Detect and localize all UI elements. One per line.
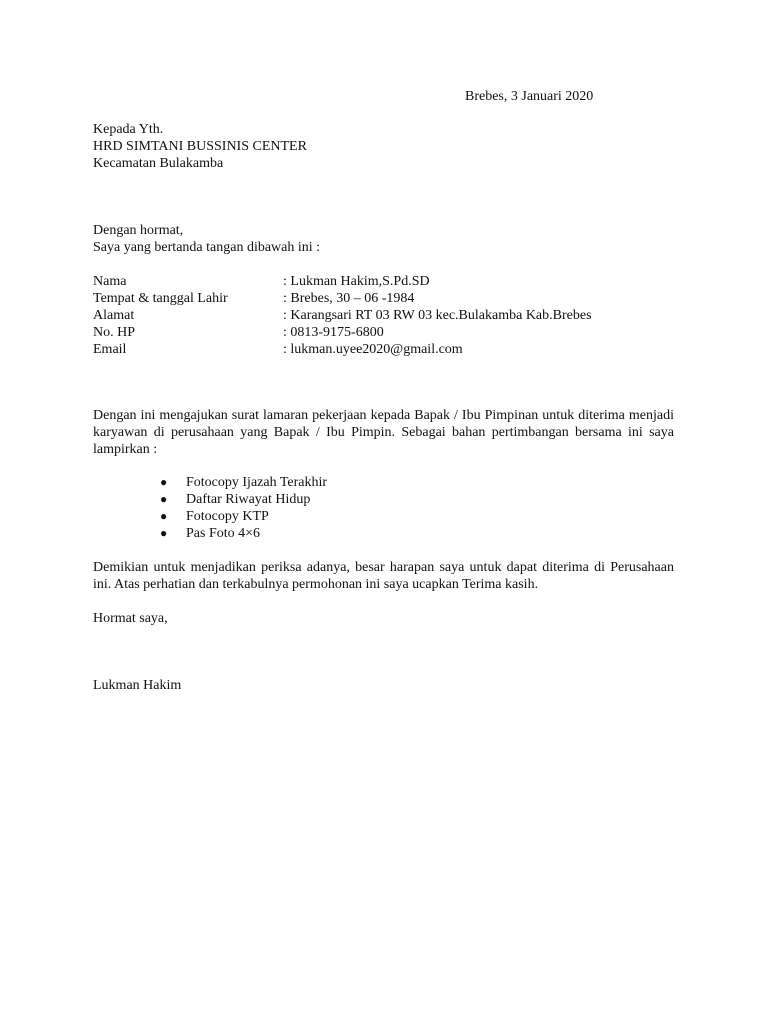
identity-label: Alamat (93, 308, 135, 323)
identity-value: : Karangsari RT 03 RW 03 kec.Bulakamba Kab.Brebes (283, 308, 592, 323)
identity-value: : lukman.uyee2020@gmail.com (283, 342, 463, 357)
attachment-label: Fotocopy Ijazah Terakhir (186, 475, 328, 490)
attachment-label: Pas Foto 4×6 (186, 526, 261, 541)
signer-name: Lukman Hakim (93, 678, 182, 693)
intro-sentence: Saya yang bertanda tangan dibawah ini : (93, 240, 321, 255)
place-date: Brebes, 3 Januari 2020 (465, 89, 594, 104)
opening-block (93, 222, 320, 256)
valediction: Hormat saya, (93, 611, 168, 626)
identity-value: : Lukman Hakim,S.Pd.SD (283, 274, 430, 289)
salutation: Dengan hormat, (93, 223, 184, 238)
bullet-icon: ● (160, 492, 168, 506)
application-paragraph: Dengan ini mengajukan surat lamaran pekerjaan kepada Bapak / Ibu Pimpinan untuk diterima menjadi karyawan di perusahaan yang Bapak / Ibu Pimpin. Sebagai bahan pertimbangan bersama ini saya lampirkan : (93, 408, 674, 457)
identity-row-birth (93, 290, 653, 307)
attachment-label: Fotocopy KTP (186, 509, 269, 524)
bullet-icon: ● (160, 509, 168, 523)
identity-row-name (93, 273, 653, 290)
identity-label: Tempat & tanggal Lahir (93, 291, 228, 306)
recipient-location: Kecamatan Bulakamba (93, 156, 224, 171)
identity-row-address (93, 307, 653, 324)
recipient-company: HRD SIMTANI BUSSINIS CENTER (93, 139, 307, 154)
identity-label: Email (93, 342, 127, 357)
identity-table (93, 273, 653, 358)
attachment-label: Daftar Riwayat Hidup (186, 492, 311, 507)
bullet-icon: ● (160, 526, 168, 540)
recipient-greeting: Kepada Yth. (93, 122, 164, 137)
bullet-icon: ● (160, 475, 168, 489)
identity-row-email (93, 341, 653, 358)
recipient-block (93, 121, 307, 172)
closing-paragraph: Demikian untuk menjadikan periksa adanya, besar harapan saya untuk dapat diterima di Perusahaan ini. Atas perhatian dan terkabulnya permohonan ini saya ucapkan Terima kasih. (93, 560, 674, 592)
identity-label: No. HP (93, 325, 136, 340)
identity-value: : 0813-9175-6800 (283, 325, 384, 340)
identity-row-phone (93, 324, 653, 341)
identity-value: : Brebes, 30 – 06 -1984 (283, 291, 415, 306)
identity-label: Nama (93, 274, 127, 289)
